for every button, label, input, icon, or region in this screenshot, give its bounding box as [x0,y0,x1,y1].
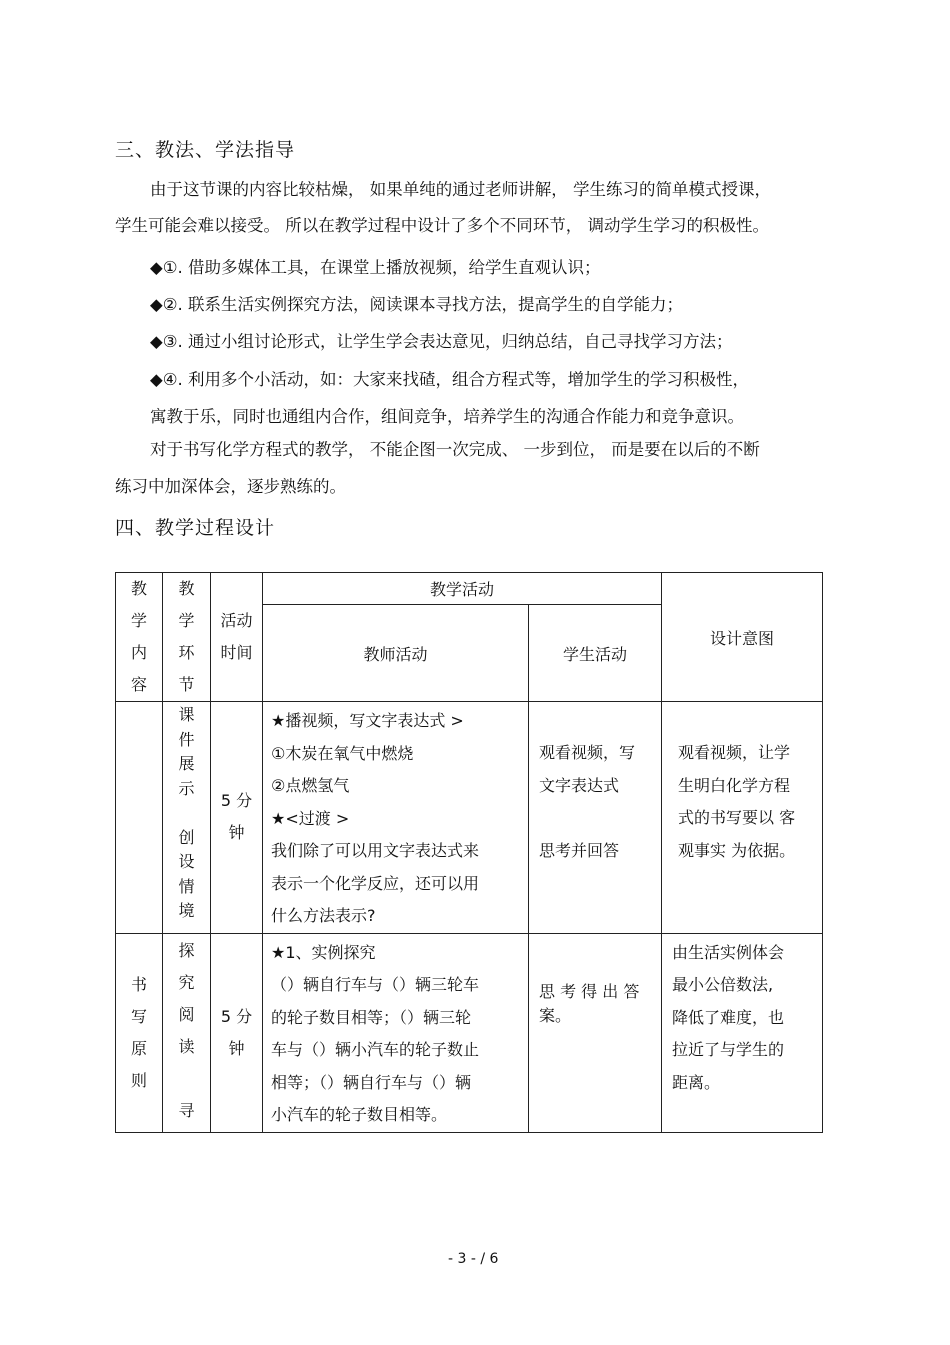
row1-stage-cell [163,702,211,934]
row1-teacher-line: ②点燃氢气 [271,776,350,795]
row2-intent-line: 降低了难度，也 [672,1007,785,1027]
row1-intent-line: 生明白化学方程 [678,775,791,795]
header-intent-cell: 设计意图 [662,573,823,702]
row1-intent-line: 观看视频，让学 [678,743,791,762]
header-teacher-cell: 教师活动 [263,605,529,702]
header-stage-char: 学 [178,611,195,630]
row1-teacher-line: ★<过渡 > [271,808,350,828]
row1-stage-char: 情 [178,876,195,896]
row1-time-cell [211,702,263,934]
row1-time-line: 钟 [228,823,245,843]
row2-time-cell [211,933,263,1132]
row1-stage-char: 设 [178,852,195,871]
row2-content-char: 则 [130,1070,147,1090]
row1-time-line: 5 分 [220,791,253,811]
header-content-char: 教 [130,579,147,598]
row2-content-char: 书 [130,974,147,994]
row1-stage-char: 课 [178,705,195,724]
bullet-continuation: 寓教于乐，同时也通组内合作，组间竞争，培养学生的沟通合作能力和竞争意识。 [150,407,744,426]
header-stage-cell [163,573,211,702]
header-stage-char: 环 [178,643,195,662]
header-content-char: 内 [130,643,147,662]
bullet-1: ◆①. 借助多媒体工具，在课堂上播放视频，给学生直观认识； [150,258,601,277]
row1-student-line: 文字表达式 [539,775,620,795]
row2-teacher-line: （）辆自行车与（）辆三轮车 [271,975,480,994]
row2-teacher-line: 相等；（）辆自行车与（）辆 [271,1072,472,1092]
section-4-heading: 四、教学过程设计 [115,517,276,539]
row2-teacher-line: 的轮子数目相等；（）辆三轮 [271,1007,472,1027]
row2-time-line: 钟 [228,1038,245,1058]
header-time-cell [211,573,263,702]
row2-stage-char: 探 [178,940,195,960]
row2-stage-char: 究 [178,972,195,992]
header-student-cell: 学生活动 [529,605,662,702]
row2-student-cell [529,933,662,1132]
header-stage-char: 教 [178,579,195,598]
row2-intent-line: 拉近了与学生的 [672,1040,785,1059]
row2-stage-char: 阅 [178,1004,195,1024]
bullet-3: ◆③. 通过小组讨论形式，让学生学会表达意见，归纳总结，自己寻找学习方法； [150,332,733,351]
row2-student-line: 思 考 得 出 答 [539,981,640,1001]
row1-intent-cell [662,702,823,934]
paragraph-1-line-2: 学生可能会难以接受。 所以在教学过程中设计了多个不同环节， 调动学生学习的积极性。 [115,216,769,235]
row2-content-char: 原 [130,1038,147,1058]
row2-content-cell [116,933,163,1132]
page-number: - 3 - / 6 [448,1251,499,1267]
row2-stage-spacer [163,1063,210,1095]
row2-intent-cell [662,933,823,1132]
row1-stage-char: 示 [178,778,195,798]
section-3-heading: 三、教法、学法指导 [115,139,296,161]
header-content-char: 容 [130,675,147,694]
row1-teacher-line: ①木炭在氧气中燃烧 [271,743,414,763]
row1-stage-spacer [163,801,210,826]
table-row [116,702,823,934]
row1-intent-line: 式的书写要以 客 [678,808,796,827]
row1-stage-char: 创 [178,827,195,847]
row2-time-line: 5 分 [220,1006,253,1026]
row2-student-line: 案。 [539,1005,572,1025]
row2-intent-line: 距离。 [672,1072,721,1092]
row2-teacher-cell [263,933,529,1132]
row2-intent-line: 最小公倍数法, [672,975,774,994]
header-stage-char: 节 [178,675,195,694]
row2-teacher-line: 小汽车的轮子数目相等。 [271,1105,448,1124]
row1-student-spacer [539,802,655,835]
header-activity-cell: 教学活动 [263,573,662,605]
row1-student-cell [529,702,662,934]
row1-stage-char: 展 [178,754,195,773]
row1-teacher-line: 表示一个化学反应，还可以用 [271,873,480,893]
row1-teacher-cell [263,702,529,934]
paragraph-1-line-1: 由于这节课的内容比较枯燥， 如果单纯的通过老师讲解， 学生练习的简单模式授课， [150,180,771,199]
row1-teacher-line: ★播视频，写文字表达式 > [271,711,464,730]
table-header-row [116,573,823,605]
table-row [116,933,823,1132]
header-time-line: 时间 [220,643,253,662]
bullet-2: ◆②. 联系生活实例探究方法，阅读课本寻找方法，提高学生的自学能力； [150,295,683,314]
row2-content-char: 写 [130,1006,147,1026]
row2-stage-char: 读 [178,1036,195,1056]
row1-teacher-line: 什么方法表示? [271,906,376,925]
row1-student-line: 思考并回答 [539,840,620,860]
row2-stage-char: 寻 [178,1100,195,1120]
bullet-4: ◆④. 利用多个小活动，如：大家来找碴，组合方程式等，增加学生的学习积极性， [150,370,749,389]
row1-student-line: 观看视频，写 [539,743,636,762]
row1-intent-line: 观事实 为依据。 [678,840,796,860]
row2-intent-line: 由生活实例体会 [672,942,785,962]
row2-stage-cell [163,933,211,1132]
teaching-process-table [115,572,823,1133]
header-content-char: 学 [130,611,147,630]
row1-content-cell [116,702,163,934]
row1-teacher-line: 我们除了可以用文字表达式来 [271,841,480,860]
row1-stage-char: 件 [178,729,195,749]
row2-teacher-line: ★1、实例探究 [271,942,376,962]
paragraph-2-line-2: 练习中加深体会，逐步熟练的。 [115,477,346,496]
paragraph-2-line-1: 对于书写化学方程式的教学， 不能企图一次完成、 一步到位， 而是要在以后的不断 [150,440,760,459]
row2-teacher-line: 车与（）辆小汽车的轮子数止 [271,1040,480,1059]
header-time-line: 活动 [220,611,253,630]
header-content-cell [116,573,163,702]
row1-stage-char: 境 [178,901,195,920]
